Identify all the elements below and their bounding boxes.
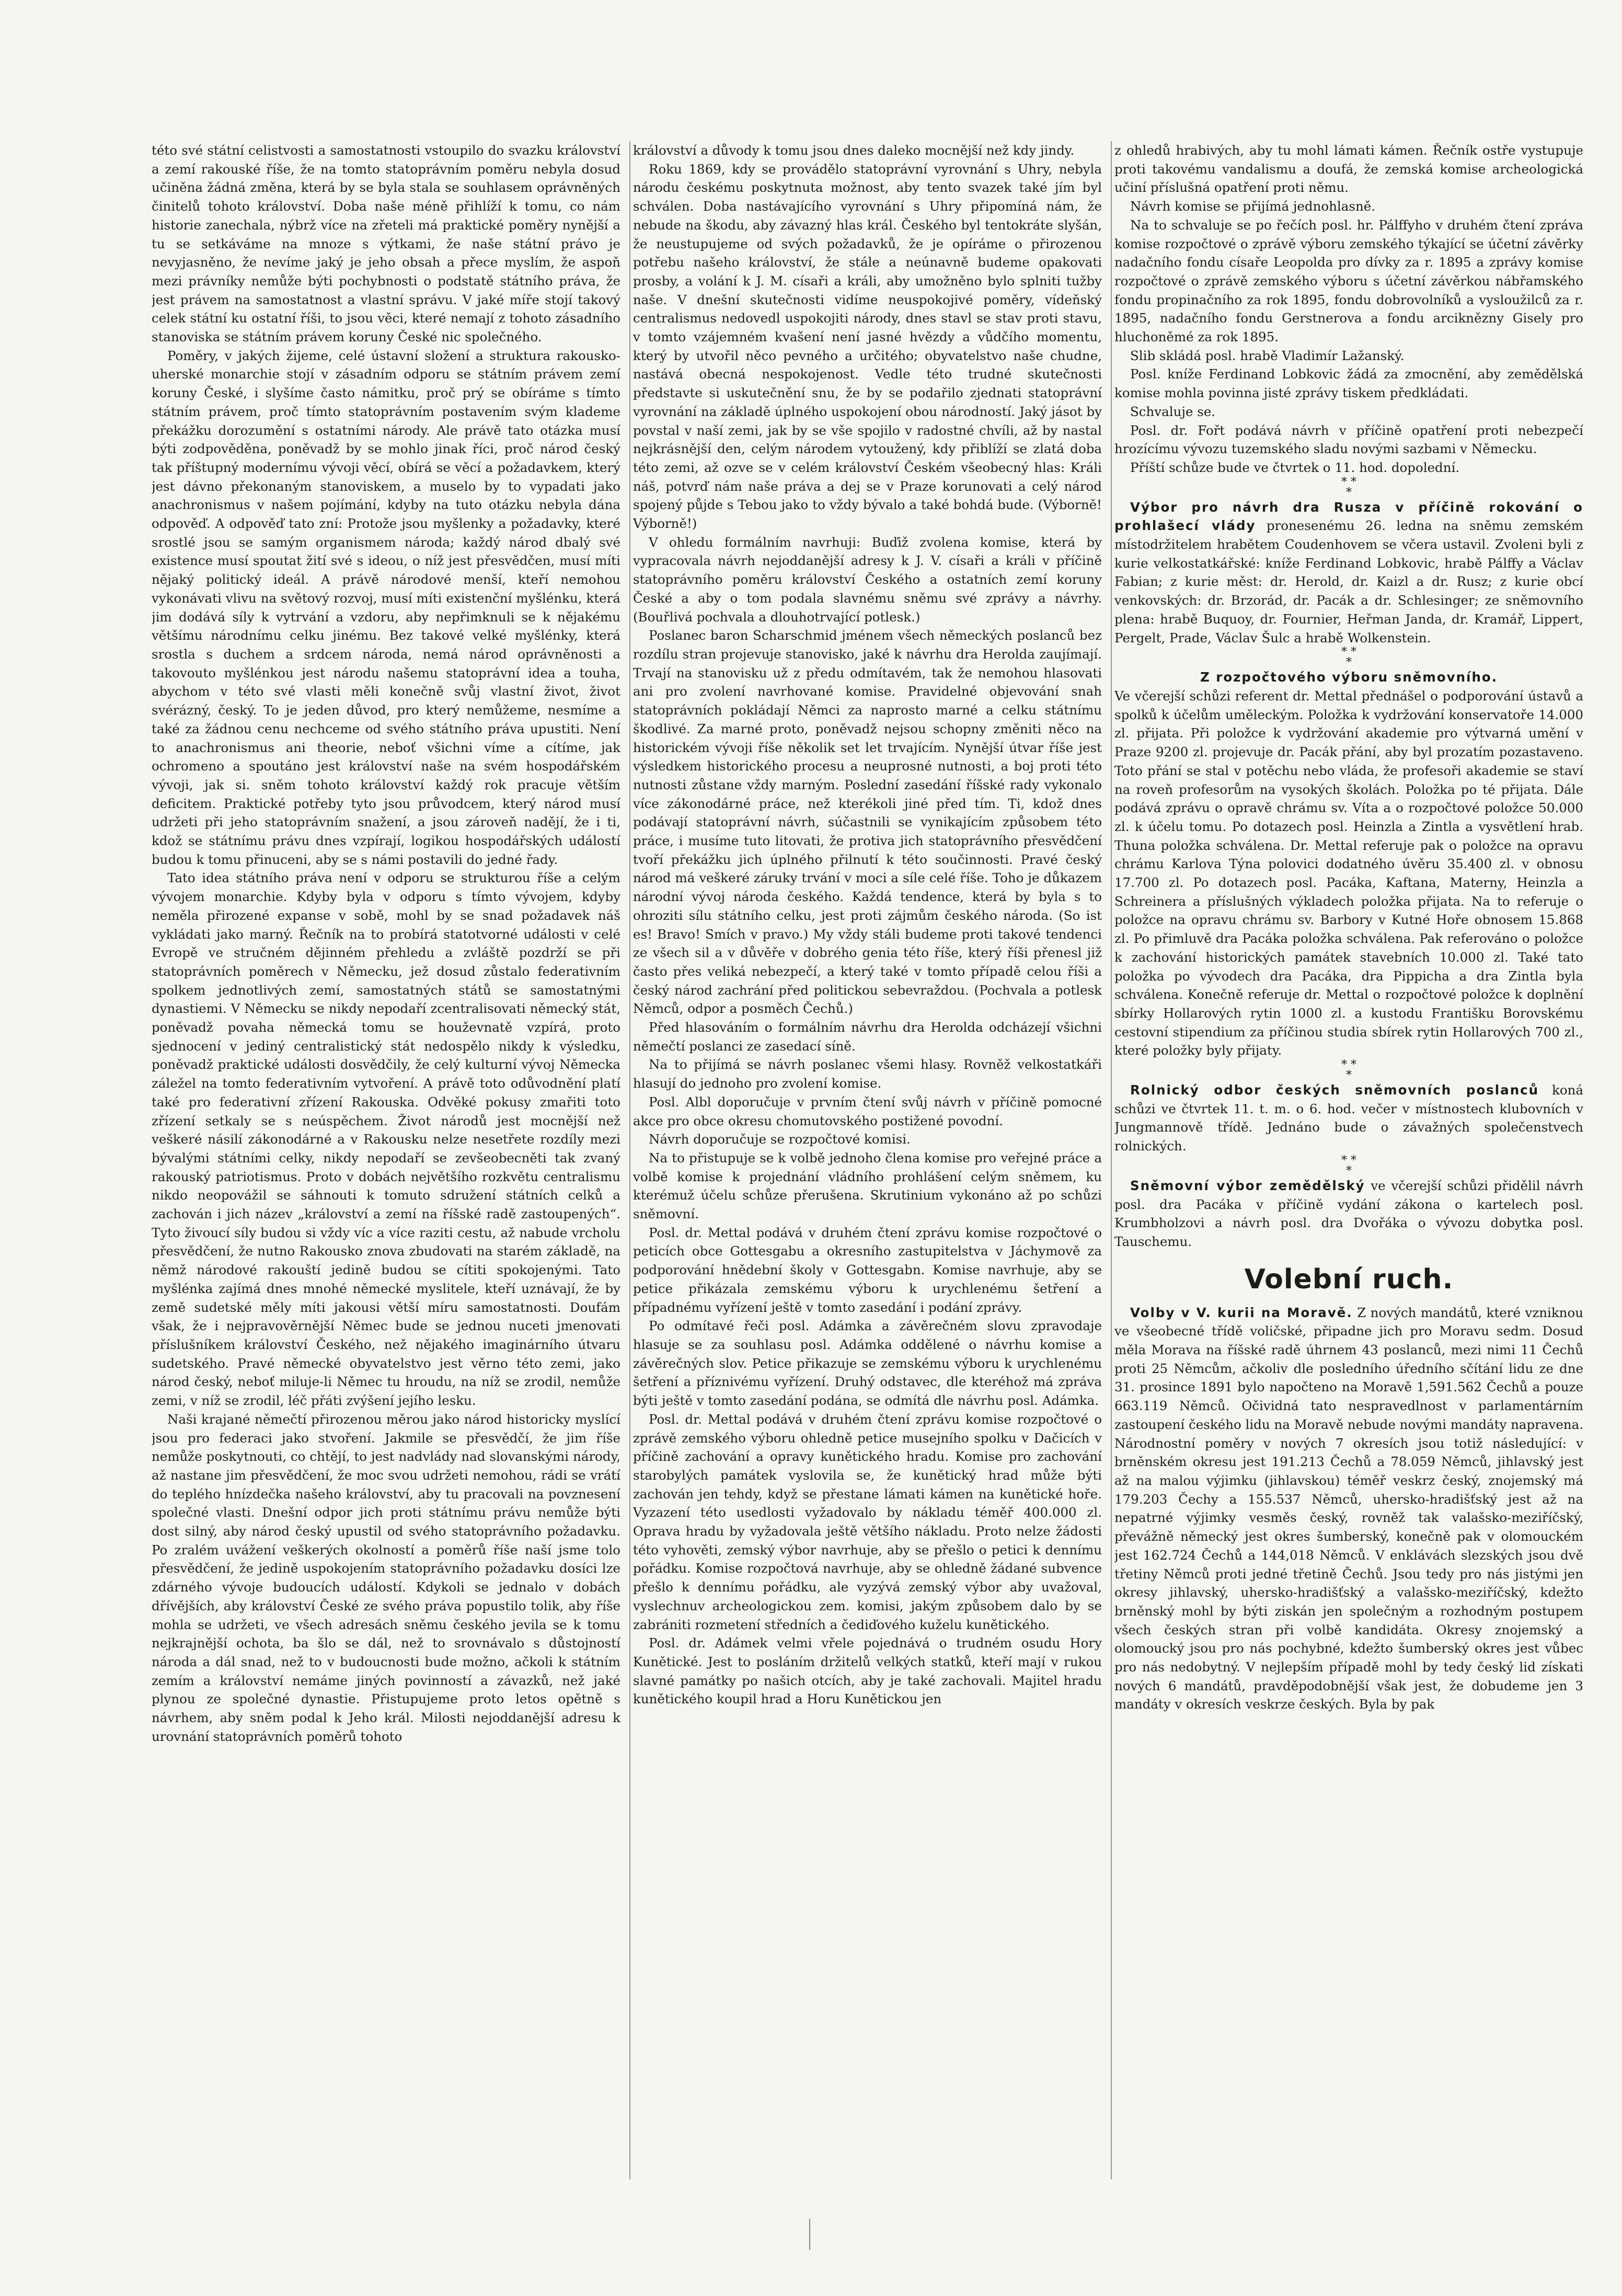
- paragraph: Poslanec baron Scharschmid jménem všech německých poslanců bez rozdílu stran projevuje stanovisko, jaké k návrhu dra Herolda zaujímají. Trvají na stanovisku už z předu odmítavém, tak že nemohou hlasovati ani pro zvolení navrhované komise. Pravidelné objevování snah statoprávních pokládají Němci za naprosto marné a celku státnímu škodlivé. Za marné proto, poněvadž nejsou schopny změniti něco na historickém vývoji říše několik set let trvajícím. Nynější útvar říše jest výsledkem historického procesu a neuprosné nutnosti, a boj proti této nutnosti zůstane vždy marným. Poslední zasedání říšské rady vykonalo více zákonodárné práce, než kterékoli jiné před tím. Ti, kdož dnes podávají statoprávní návrh, súčastnili se vynikajícím způsobem této práce, i musíme tuto litovati, že protiva jich statoprávního přesvědčení tvoří překážku jich úplného přilnutí k této součinnosti. Pravé český národ má veškeré záruky trvání v moci a síle celé říše. Toho je důkazem národní vývoj národa českého. Každá tendence, která by byla s to ohroziti sílu státního celku, jest proti zájmům českého národa. (So ist es! Bravo! Smích v pravo.) My vždy stáli budeme proti takové tendenci ze všech sil a v důvěře v dobrého genia této říše, který říši přenesl již často přes veliká nebezpečí, a který také v tomto případě celou říši a český národ zachrání před politickou sebevraždou. (Pochvala a potlesk Němců, odpor a posměch Čechů.): [633, 628, 1102, 1017]
- paragraph: Na to schvaluje se po řečích posl. hr. Pálffyho v druhém čtení zpráva komise rozpočtové o zprávě výboru zemského týkající se účetní závěrky nadačního fondu císaře Leopolda pro dívky za r. 1895 a zprávy komise rozpočtové o zprávě zemského výboru s účetní závěrkou nábřamského fondu propinačního za rok 1895, fondu dobrovolníků a vysloužilců za r. 1895, nadačního fondu Gerstnerova a fondu arciknězny Gisely pro hluchoněmé za rok 1895.: [1114, 217, 1583, 345]
- section-title: Výbor pro návrh dra Rusza v příčině rokování o prohlašecí vlády: [1114, 499, 1583, 534]
- paragraph: Návrh komise se přijímá jednohlasně.: [1130, 199, 1376, 214]
- section-title: Rolnický odbor českých sněmovních poslanců: [1130, 1082, 1539, 1098]
- column-3: [1114, 141, 1583, 2179]
- section-title: Sněmovní výbor zemědělský: [1130, 1178, 1365, 1193]
- paragraph: Posl. Albl doporučuje v prvním čtení svůj návrh v příčině pomocné akce pro obce okresu chomutovského postižené povodní.: [633, 1094, 1102, 1128]
- paragraph: Na to přijímá se návrh poslanec všemi hlasy. Rovněž velkostatkáři hlasují do jednoho pro zvolení komise.: [633, 1057, 1102, 1091]
- section-news-item: [1114, 1303, 1583, 1714]
- section-body: pronesenému 26. ledna na sněmu zemském místodržitelem hrabětem Coudenhovem se včera ustavil. Zvoleni byli z kurie velkostatkářské: kníže Ferdinand Lobkovic, hrabě Pálffy a Václav Fabian; z kurie měst: dr. Herold, dr. Kaizl a dr. Rusz; z kurie obcí venkovských: dr. Brzorád, dr. Pacák a dr. Schlesinger; ze sněmovního plena: hrabě Buquoy, dr. Fournier, Heřman Janda, dr. Kramář, Lippert, Pergelt, Prade, Václav Šulc a hrabě Wolkenstein.: [1114, 518, 1583, 645]
- paragraph: Posl. dr. Adámek velmi vřele pojednává o trudném osudu Hory Kunětické. Jest to posláním držitelů velkých statků, kteří mají v rukou slavné památky po našich otcích, aby je také zachovali. Majitel hradu kunětického koupil hrad a Horu Kunětickou jen: [633, 1635, 1102, 1707]
- section-news-item: [1114, 498, 1583, 648]
- section-title: Volby v V. kurii na Moravě.: [1130, 1305, 1353, 1320]
- section-body: Ve včerejší schůzi referent dr. Mettal přednášel o podporování ústavů a spolků k účelům uměleckým. Položka k vydržování konservatoře 14.000 zl. přijata. Při položce k vydržování akademie pro výtvarná umění v Praze 9200 zl. projevuje dr. Pacák přání, aby byl prozatím pozastaveno. Toto přání se stal v potěchu nebo vláda, že profesoři akademie se staví na roveň profesorům na vysokých školách. Položka po té přijata. Dále podává zprávu o opravě chrámu sv. Víta a o rozpočtové položce 50.000 zl. k účelu tomu. Po dotazech posl. Heinzla a Zintla a vysvětlení hrab. Thuna položka schválena. Dr. Mettal referuje pak o položce na opravu chrámu Karlova Týna polovici dodatného úvěru 35.400 zl. v obnosu 17.700 zl. Po dotazech posl. Pacáka, Kaftana, Materny, Heinzla a Schreinera a příslušných výkladech položka přijata. Na to referuje o položce na opravu chrámu sv. Barbory v Kutné Hoře obnosem 15.868 zl. Po přimluvě dra Pacáka položka schválena. Pak referováno o položce k zachování historických památek stavebních 10.000 zl. Také tato položka po vývodech dra Pacáka, dra Pippicha a dra Zintla byla schválena. Konečně referuje dr. Mettal o rozpočtové položce k doplnění sbírky Hollarových rytin 1000 zl. a kustodu Františku Borovskému cestovní stipendium za příčinou studia sbírek rytin Hollarových 700 zl., které položky byly přijaty.: [1114, 688, 1583, 1058]
- section-news-item: [1114, 1176, 1583, 1251]
- paragraph: Schvaluje se.: [1130, 403, 1216, 419]
- paragraph: Posl. dr. Mettal podává v druhém čtení zprávu komise rozpočtové o peticích obce Gottesgabu a okresního zastupitelstva v Jáchymově za podporování hnědební školy v Gottesgabn. Komise navrhuje, aby se petice přikázala zemskému výboru k urychlenému šetření a případnému vyřízení ještě v tomto zasedání i podání zprávy.: [633, 1225, 1102, 1315]
- paragraph: Poměry, v jakých žijeme, celé ústavní složení a struktura rakousko-uherské monarchie stojí v zásadním odporu se státním právem zemí koruny České, i slyšíme často námitku, proč prý se obíráme s tímto státním právem, proč tímto statoprávním postavením svým klademe překážku dorozumění s ostatními národy. Ale právě tato otázka musí býti zodpověděna, poněvadž by se mohlo jinak říci, proč národ český tak příštupný modernímu vývoji věcí, obírá se věcí a požadavkem, který jest dávno překonaným stanoviskem, a muselo by to vypadati jako anachronismus v našem pojímání, kdyby na tuto otázku nebyla dána odpověď. A odpověď tato zní: Protože jsou myšlenky a požadavky, které srostlé jsou se samým organismem národa; každý národ dbalý své existence musí spoutat žití své s ideou, o níž jest přesvědčen, musí míti nějaký politický ideál. A právě národové menší, kteří nemohou vykonávati vlivu na světový rozvoj, musí míti existenční myšlénku, která jim dodává síly k vytrvání a vzdoru, aby nepřimknuli se k nějakému většímu národnímu celku jinému. Bez takové velké myšlénky, která srostla s duchem a srdcem národa, nemá národ oprávněnosti a takovouto myšlénkou jest národu našemu statoprávní idea a touha, abychom v této své vlasti měli konečně svůj vlastní život, život svérázný, český. To je jeden důvod, pro který nemůžeme, nesmíme a také za žádnou cenu nechceme od svého státního práva upustiti. Není to anachronismus ani theorie, neboť všichni víme a cítíme, jak ochromeno a spoutáno jest království naše na svém hospodářském vývoji, jak si. sněm tohoto království každý rok pracuje větším deficitem. Praktické potřeby tyto jsou průvodcem, který národ musí udržeti při jeho statoprávním snažení, a jsou zároveň nadějí, že i ti, kdož se státnímu právu dnes vzpírají, logikou hospodářských událostí budou k tomu přinuceni, aby se s námi postavili do jedné řady.: [152, 348, 620, 867]
- paragraph: této své státní celistvosti a samostatnosti vstoupilo do svazku království a zemí rakouské říše, že na tomto statoprávním poměru nebyla dosud učiněna žádná změna, která by se byla stala se souhlasem oprávněných činitelů tohoto království. Doba naše méně přihlíží k tomu, co nám historie zanechala, nýbrž více na zřeteli má praktické poměry nynější a tu se setkáváme na mnoze s výtkami, že naše státní právo je nevyjasněno, že nevíme jaký je jeho obsah a přece myslím, že aspoň mezi právníky nemůže býti pochybnosti o podstatě státního práva, že jest právem na samostatnost a vlastní správu. V jaké míře stojí takový celek státní ku ostatní říši, to jsou věci, které nemají z tohoto zásadního stanoviska se státním právem koruny České nic společného.: [152, 143, 620, 345]
- paragraph: Tato idea státního práva není v odporu se strukturou říše a celým vývojem monarchie. Kdyby byla v odporu s tímto vývojem, kdyby neměla přirozené expanse v sobě, mohl by se snad požadavek náš vykládati jako marný. Řečník na to probírá statotvorné události v celé Evropě ve stručném dějinném přehledu a zvláště pozdrží se při statoprávních poměrech v Německu, jež dosud zůstalo federativním spolkem jednotlivých zemí, samostatných států se samostatnými dynastiemi. V Německu se nikdy nepodaří zcentralisovati německý stát, poněvadž povaha německá tomu se houževnatě vzpírá, proto sjednocení v jediný centralistický stát nedospělo nikdy k výsledku, poněvadž praktické události dosvědčily, že celý kulturní vývoj Německa záležel na tomto federativním vytvoření. A právě toto odůvodnění platí také pro federativní zřízení Rakouska. Odvěké pokusy zmařiti toto zřízení setkaly se s neúspěchem. Život národů jest mocnější než veškeré násilí zákonodárné a v Rakousku nelze nesetřete rozdíly mezi bývalými státními celky, nikdy nepodaří se zevšeobecněti tak zvaný rakouský patriotismus. Proto v dobách největšího rozkvětu centralismu nikdo neopovážil se sáhnouti k tomuto sdružení státních celků a zachován i jich název „království a zemí na říšské radě zastoupených“. Tyto živoucí síly budou si vždy víc a více raziti cestu, až nabude vrcholu přesvědčení, že nutno Rakousko znova zbudovati na starém základě, na němž národové rakouští jedině budou se cítiti spokojenými. Tato myšlénka zajímá dnes mnohé německé myslitele, kteří uznávají, že by země sudetské měly míti jakousi větší míru samostatnosti. Doufám však, že i nejpravověrnější Němec bude se jednou nuceti jmenovati příslušníkem království Českého, než nějakého imaginárního útvaru sudetského. Pravé německé obyvatelstvo jest věrno této zemi, jako národ český, neboť miluje-li Němec tu hroudu, na níž se zrodil, nemůže zemi, v níž se zrodil, léč přáti zvýšení jejího lesku.: [152, 870, 620, 1409]
- paragraph: Návrh doporučuje se rozpočtové komisi.: [649, 1132, 911, 1147]
- column-2: [633, 141, 1102, 2179]
- section-body: koná schůzi ve čtvrtek 11. t. m. o 6. hod. večer v místnostech klubovních v Jungmannově třídě. Jednáno bude o závažných společenstvech rolnických.: [1114, 1082, 1583, 1154]
- section-body: ve včerejší schůzi přidělil návrh posl. dra Pacáka v příčině vydání zákona o kartelech posl. Krumbholzovi a návrh posl. dra Dvořáka o vývozu dobytka posl. Tauschemu.: [1114, 1178, 1583, 1249]
- newspaper-page: [152, 141, 1584, 2179]
- paragraph: království a důvody k tomu jsou dnes daleko mocnější než kdy jindy.: [633, 143, 1075, 158]
- paragraph: Naši krajané němečtí přirozenou měrou jako národ historicky myslící jsou pro federaci jako stvoření. Jakmile se přesvědčí, že jim říše nemůže poskytnouti, co chtějí, to jest nadvlády nad slovanskými národy, až nastane jim přesvědčení, že moc svou udržeti nemohou, rádi se vrátí do teplého hnízdečka našeho království, aby tu pracovali na povznesení společné vlasti. Dnešní odpor jich proti státnímu právu nemůže býti dost silný, aby národ český upustil od svého statoprávního požadavku. Po zralém uvážení veškerých okolností a poměrů říše naší jsme tolo přesvědčení, že jedině uspokojením statoprávního požadavku dosíci lze zdárného vývoje budoucích událostí. Kdykoli se jednalo v dobách dřívějších, aby království České ze svého práva popustilo tolik, aby říše mohla se udržeti, ve všech adresách sněmu českého jevila se k tomu nejkrajnější ochota, ba šlo se dál, než to srovnávalo s důstojností národa a dál snad, než to v budoucnosti bude možno, ačkoli k státním zemím a království nemáme jiných povinností a závazků, než jaké plynou ze společné dynastie. Přistupujeme proto letos opětně s návrhem, aby sněm podal k Jeho král. Milosti nejoddanější adresu k urovnání statoprávních poměrů tohoto: [152, 1411, 620, 1744]
- section-heading: Volební ruch.: [1244, 1263, 1454, 1295]
- section-title: Z rozpočtového výboru sněmovního.: [1200, 670, 1498, 685]
- paragraph: Roku 1869, kdy se provádělo statoprávní vyrovnání s Uhry, nebyla národu českému poskytnuta možnost, aby tento svazek také jím byl schválen. Doba nastávajícího vyrovnání s Uhry připomíná nám, že nebude na škodu, aby závazný hlas král. Českého byl tentokráte slyšán, že neustupujeme od svých požadavků, že je opíráme o přirozenou potřebu našeho království, že stále a neúnavně budeme opakovati prosby, a volání k J. M. císaři a králi, aby umožněno bylo splniti tužby naše. V dnešní skutečnosti vidíme neuspokojivé poměry, vídeňský centralismus nedovedl uspokojiti národy, dnes stavl se stav proti stavu, v tomto vzájemném kvašení není jasné hvězdy a vůdčího momentu, který by utvořil něco pevného a určitého; obyvatelstvo naše chudne, nastává obecná nespokojenost. Vedle této trudné skutečnosti představte si uskutečnění snu, že by se podařilo zjednati statoprávní vyrovnání na základě úplného uspokojení obou národností. Jaký jásot by povstal v naší zemi, jak by se vše spojilo v radostné chvíli, až by nastal nejkrásnější den, celým národem vytoužený, kdy přiblíží se zlatá doba této zemi, až ozve se v celém království Českém všeobecný hlas: Králi náš, potvrď nám naše práva a dej se v Praze korunovati a celý národ spojený půjde s Tebou jako to vždy bývalo a také bohdá bude. (Výborně! Výborně!): [633, 161, 1102, 532]
- paragraph: Posl. kníže Ferdinand Lobkovic žádá za zmocnění, aby zemědělská komise mohla povinna jisté zprávy tiskem předkládati.: [1114, 366, 1583, 401]
- paragraph: Před hlasováním o formálním návrhu dra Herolda odcházejí všichni němečtí poslanci ze zasedací síně.: [633, 1020, 1102, 1054]
- section-separator: * * *: [1341, 1153, 1356, 1178]
- section-separator: * * *: [1341, 645, 1356, 670]
- section-separator: * * *: [1341, 475, 1356, 499]
- paragraph: Posl. dr. Mettal podává v druhém čtení zprávu komise rozpočtové o zprávě zemského výboru ohledně petice musejního spolku v Dačicích v příčině zachování a opravy kunětického hradu. Komise pro zachování starobylých památek vyslovila se, že kunětický hrad může býti zachován jen tehdy, když se přestane lámati kámen na kunětické hoře. Vyzazení této usedlosti vyžadovalo by nákladu téměř 400.000 zl. Oprava hradu by vyžadovala ještě většího nákladu. Proto nelze žádosti této vyhověti, zemský výbor navrhuje, aby se přešlo o petici k dennímu pořádku. Komise rozpočtová navrhuje, aby se ohledně žádané subvence přešlo k dennímu pořádku, ale vyzývá zemský výbor aby uvažoval, vyslechnuv archeologickou zem. komisi, jakým způsobem dalo by se zabrániti rozmetení středních a čediďového kuželu kunětického.: [633, 1411, 1102, 1632]
- section-news-item: [1114, 1081, 1583, 1156]
- paragraph: Na to přistupuje se k volbě jednoho člena komise pro veřejné práce a volbě komise k projednání vládního prohlášení celým sněmem, ku kterémuž účelu schůze přerušena. Skrutinium vykonáno až po schůzi sněmovní.: [633, 1150, 1102, 1222]
- paragraph: V ohledu formálním navrhuji: Buďiž zvolena komise, která by vypracovala návrh nejoddanější adresy k J. V. císaři a králi v příčině statoprávního poměru království Českého a ostatních zemí koruny České a aby o tom podala slavnému sněmu své zprávy a návrhy. (Bouřlivá pochvala a dlouhotrvající potlesk.): [633, 534, 1102, 625]
- paragraph: Posl. dr. Fořt podává návrh v příčině opatření proti nebezpečí hrozícímu vývozu tuzemského sladu novými sazbami v Německu.: [1114, 422, 1583, 457]
- section-body: Z nových mandátů, které vzniknou ve všeobecné třídě voličské, připadne jich pro Moravu sedm. Dosud měla Morava na říšské radě úhrnem 43 poslanců, mezi nimi 11 Čechů proti 25 Němcům, ačkoliv dle posledního úředního sčítání lidu ze dne 31. prosince 1891 bylo napočteno na Moravě 1,591.562 Čechů a pouze 663.119 Němců. Očividná tato nespravedlnost v parlamentárním zastoupení českého lidu na Moravě nebude novými mandáty napravena. Národnostní poměry v nových 7 okresích jsou totiž následující: v brněnském okresu jest 191.213 Čechů a 78.059 Němců, jihlavský jest až na malou výjimku (jihlavskou) téměř veskrz český, znojemský má 179.203 Čechy a 155.537 Němců, uhersko-hradišťský jest až na nepatrné výjimky vesměs český, rovněž tak valašsko-meziříčský, převážně německý jest okres šumberský, konečně pak v olomouckém jest 162.724 Čechů a 144,018 Němců. V enklávách slezských jsou dvě třetiny Němců proti jedné třetině Čechů. Jsou tedy pro nás jistými jen okresy jihlavský, uhersko-hradišťský a valašsko-meziříčský, kdežto brněnský mohl by býti ziskán jen společným a rozhodným postupem všech českých stran při volbě kandidáta. Okresy znojemský a olomoucký jsou pro nás pochybné, kdežto šumberský okres jest vůbec pro nás nedobytný. V nejlepším případě mohl by tedy český lid získati nových 6 mandátů, pravděpodobnější však jest, že dobudeme jen 3 mandáty v okresích veskrze českých. Byla by pak: [1114, 1305, 1583, 1712]
- section-separator: * * *: [1341, 1058, 1356, 1082]
- column-1: [152, 141, 620, 2179]
- paragraph: Slib skládá posl. hrabě Vladimír Lažanský.: [1130, 348, 1405, 363]
- paragraph: Po odmítavé řeči posl. Adámka a závěrečném slovu zpravodaje hlasuje se za souhlasu posl. Adámka oddělené o návrhu komise a závěrečných slov. Petice přikazuje se zemskému výboru k urychlenému šetření a příznivému vyřízení. Druhý odstavec, dle kteréhož má zpráva býti ještě v tomto zasedání podána, se odmítá dle návrhu posl. Adámka.: [633, 1318, 1102, 1409]
- paragraph: z ohledů hrabivých, aby tu mohl lámati kámen. Řečník ostře vystupuje proti takovému vandalismu a doufá, že zemská komise archeologická učiní příslušná opatření proti němu.: [1114, 143, 1583, 195]
- paragraph: Příští schůze bude ve čtvrtek o 11. hod. dopolední.: [1130, 459, 1460, 475]
- page-fold-mark: [809, 2219, 810, 2250]
